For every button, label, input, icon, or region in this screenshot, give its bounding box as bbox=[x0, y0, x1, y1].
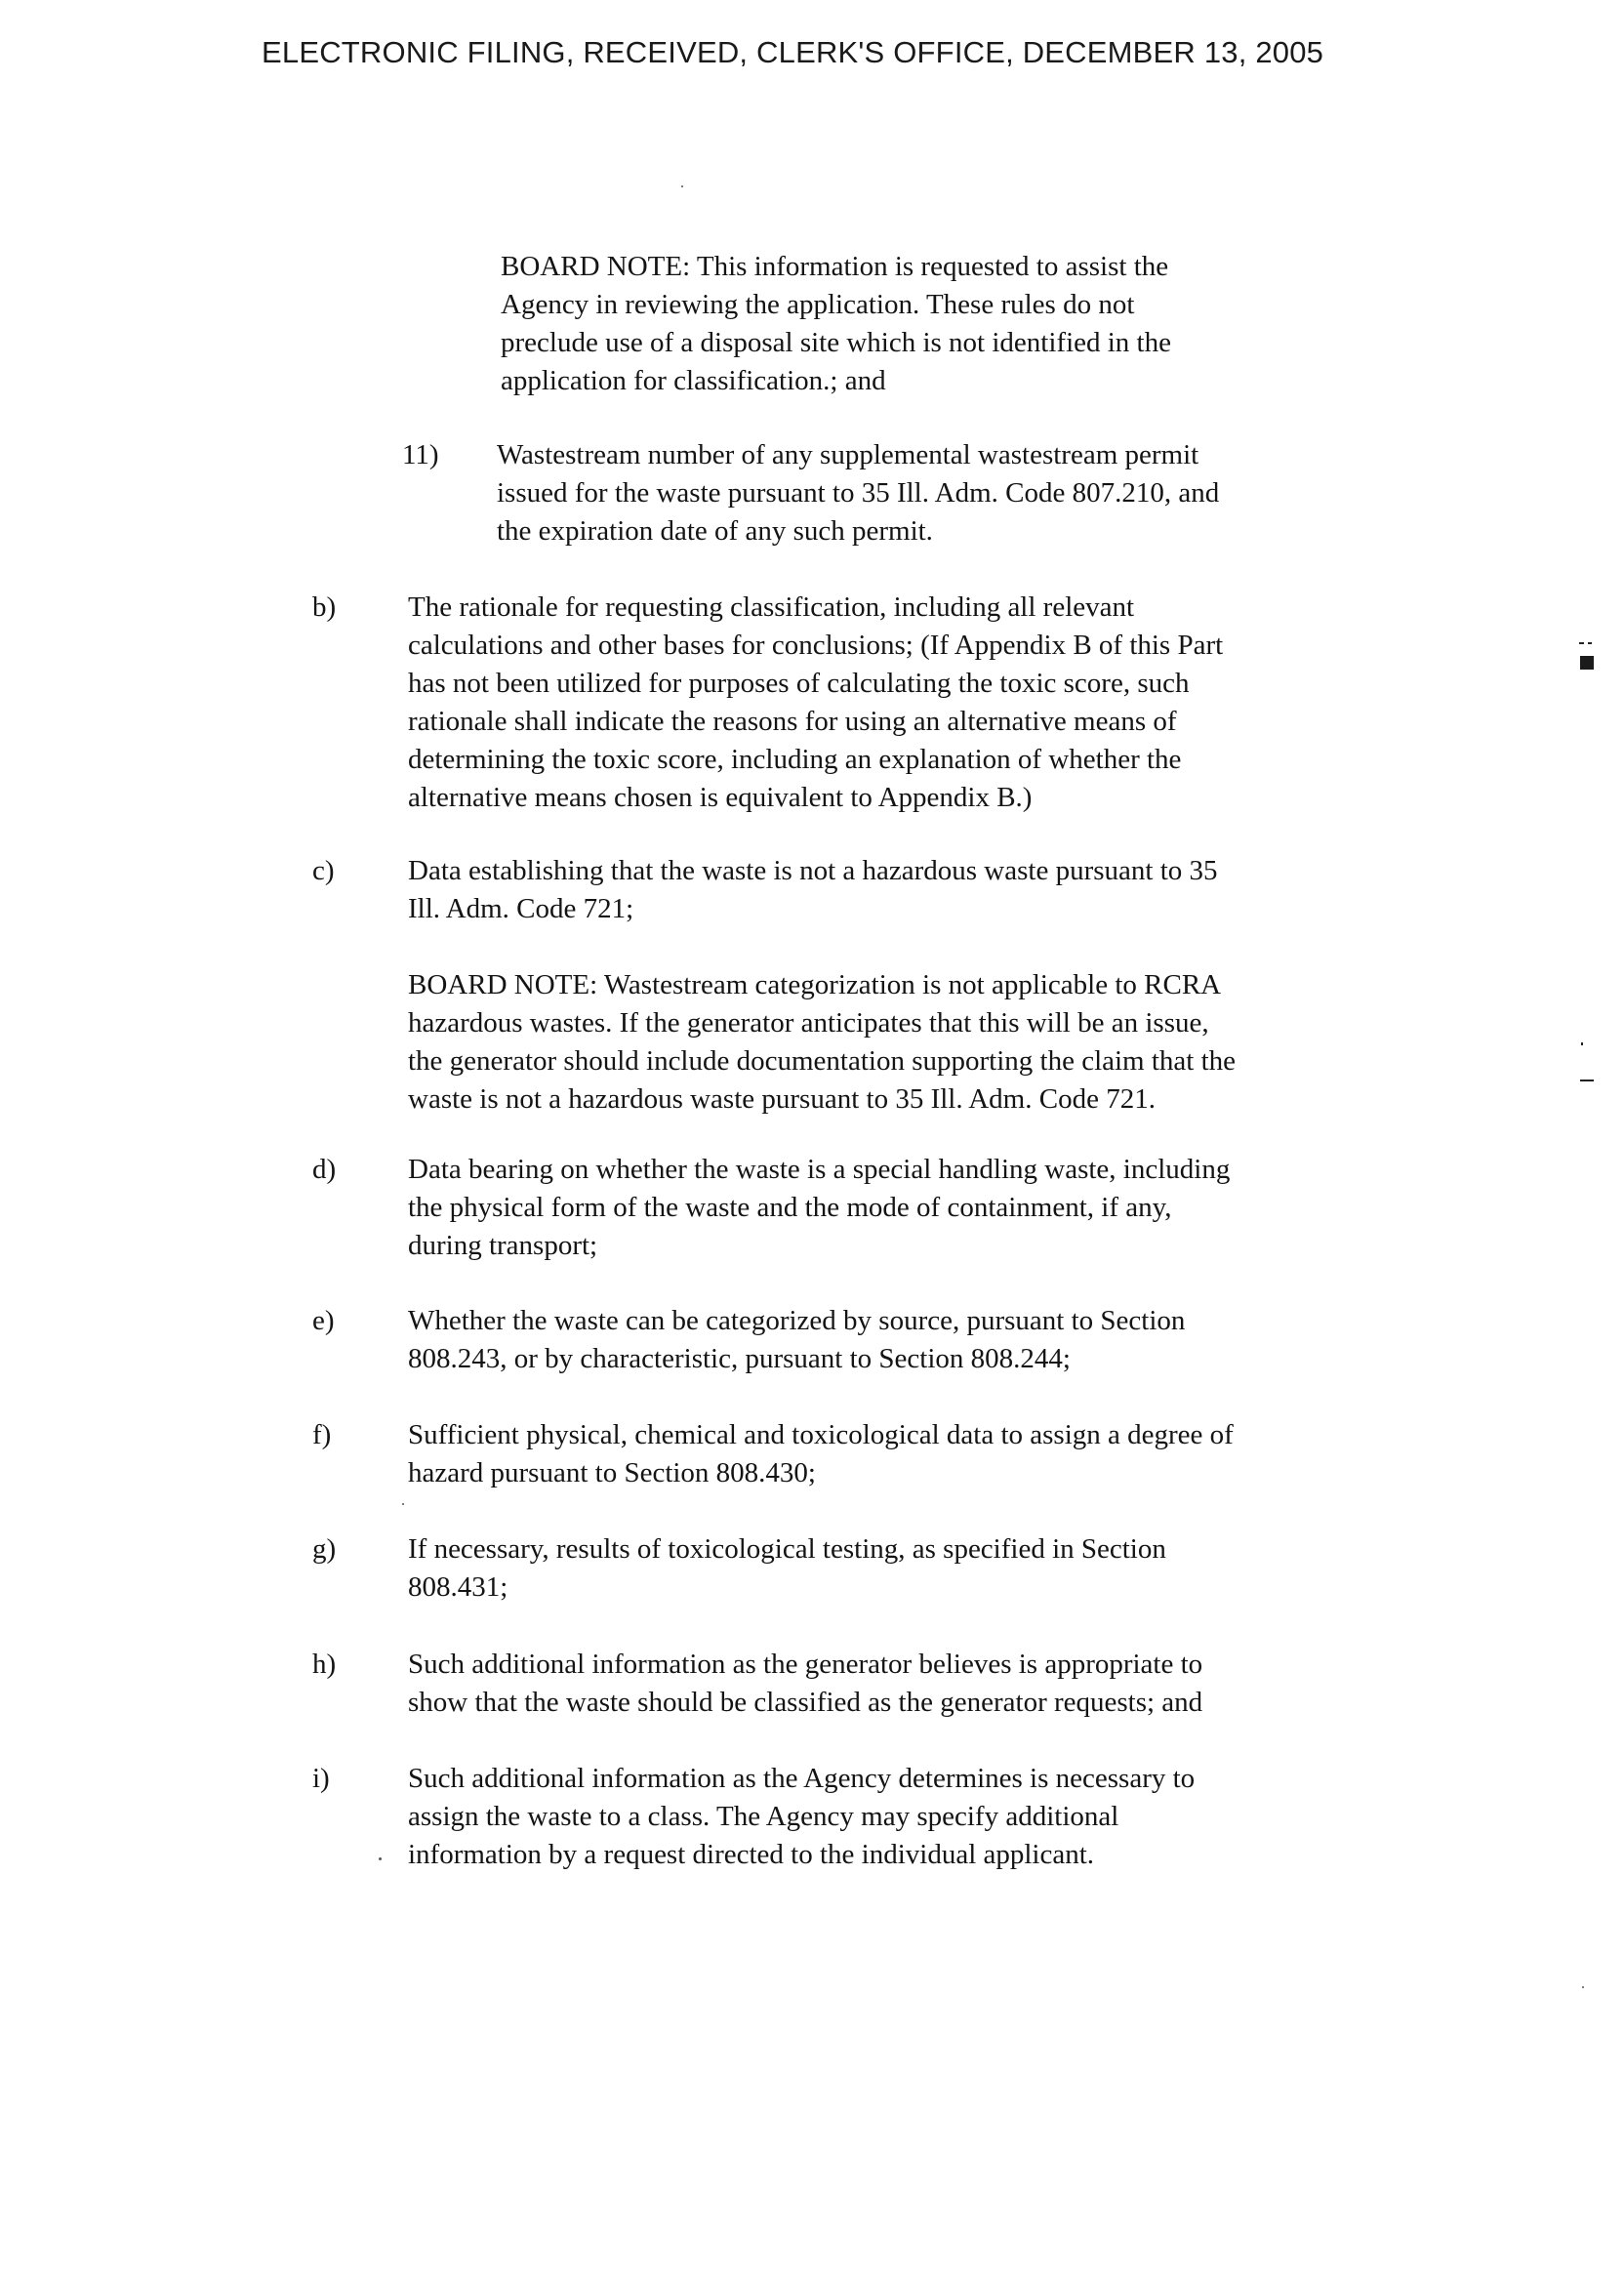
item-text bbox=[408, 1530, 1345, 1607]
scan-speck bbox=[681, 185, 683, 187]
board-note-c bbox=[408, 966, 1345, 1119]
item-text bbox=[408, 1302, 1345, 1378]
item-label: h) bbox=[312, 1649, 337, 1680]
item-text bbox=[408, 1760, 1345, 1874]
item-line: Whether the waste can be categorized by source, pursuant to Section bbox=[408, 1305, 1186, 1336]
board-note-line: Agency in reviewing the application. These rules do not bbox=[501, 289, 1135, 320]
item-line: Sufficient physical, chemical and toxicological data to assign a degree of bbox=[408, 1419, 1234, 1450]
item-line: Such additional information as the generator believes is appropriate to bbox=[408, 1649, 1203, 1680]
item-line: Such additional information as the Agency determines is necessary to bbox=[408, 1763, 1196, 1794]
item-label: d) bbox=[312, 1154, 337, 1185]
item-line: rationale shall indicate the reasons for using an alternative means of bbox=[408, 706, 1177, 737]
board-note-line: application for classification.; and bbox=[501, 365, 886, 396]
item-text bbox=[497, 436, 1336, 550]
item-line: Wastestream number of any supplemental wastestream permit bbox=[497, 439, 1199, 470]
item-label: f) bbox=[312, 1419, 332, 1450]
scan-mark bbox=[1579, 642, 1584, 644]
item-line: alternative means chosen is equivalent to Appendix B.) bbox=[408, 782, 1033, 813]
item-line: assign the waste to a class. The Agency may specify additional bbox=[408, 1801, 1119, 1832]
scan-speck bbox=[1582, 1986, 1584, 1988]
item-line: the physical form of the waste and the mode of containment, if any, bbox=[408, 1192, 1172, 1223]
item-line: Ill. Adm. Code 721; bbox=[408, 893, 634, 924]
scan-speck bbox=[379, 1857, 382, 1860]
item-text bbox=[408, 1151, 1345, 1265]
board-note-line: BOARD NOTE: This information is requested to assist the bbox=[501, 251, 1169, 282]
item-line: The rationale for requesting classification, including all relevant bbox=[408, 591, 1135, 623]
item-line: show that the waste should be classified as the generator requests; and bbox=[408, 1687, 1203, 1718]
board-note-line: the generator should include documentation supporting the claim that the bbox=[408, 1045, 1237, 1077]
item-line: hazard pursuant to Section 808.430; bbox=[408, 1457, 816, 1488]
item-label: e) bbox=[312, 1305, 335, 1336]
item-label: c) bbox=[312, 855, 335, 886]
item-line: 808.431; bbox=[408, 1571, 508, 1603]
item-text bbox=[408, 852, 1345, 928]
item-label: b) bbox=[312, 591, 337, 623]
item-line: Data bearing on whether the waste is a special handling waste, including bbox=[408, 1154, 1231, 1185]
item-line: has not been utilized for purposes of calculating the toxic score, such bbox=[408, 668, 1190, 699]
item-line: If necessary, results of toxicological testing, as specified in Section bbox=[408, 1533, 1166, 1565]
item-line: information by a request directed to the individual applicant. bbox=[408, 1839, 1095, 1870]
scan-mark bbox=[1588, 642, 1592, 644]
item-line: calculations and other bases for conclusions; (If Appendix B of this Part bbox=[408, 630, 1224, 661]
item-line: Data establishing that the waste is not a hazardous waste pursuant to 35 bbox=[408, 855, 1218, 886]
board-note-line: waste is not a hazardous waste pursuant to 35 Ill. Adm. Code 721. bbox=[408, 1083, 1156, 1115]
board-note-line: BOARD NOTE: Wastestream categorization is not applicable to RCRA bbox=[408, 969, 1222, 1000]
board-note-line: hazardous wastes. If the generator anticipates that this will be an issue, bbox=[408, 1007, 1209, 1039]
scan-mark bbox=[1580, 1080, 1594, 1081]
item-label: g) bbox=[312, 1533, 337, 1565]
item-label: i) bbox=[312, 1763, 330, 1794]
item-line: determining the toxic score, including an explanation of whether the bbox=[408, 744, 1182, 775]
board-note-top bbox=[501, 248, 1320, 400]
board-note-line: preclude use of a disposal site which is not identified in the bbox=[501, 327, 1171, 358]
scan-mark bbox=[1580, 656, 1594, 670]
scan-speck bbox=[402, 1503, 404, 1505]
item-line: the expiration date of any such permit. bbox=[497, 515, 933, 547]
filing-stamp: ELECTRONIC FILING, RECEIVED, CLERK'S OFFICE, DECEMBER 13, 2005 bbox=[262, 35, 1324, 69]
item-text bbox=[408, 1646, 1345, 1722]
item-line: issued for the waste pursuant to 35 Ill. Adm. Code 807.210, and bbox=[497, 477, 1220, 509]
item-text bbox=[408, 1416, 1345, 1492]
item-text bbox=[408, 589, 1345, 817]
item-line: during transport; bbox=[408, 1230, 598, 1261]
scan-mark bbox=[1581, 1042, 1583, 1045]
item-label: 11) bbox=[402, 439, 439, 470]
item-line: 808.243, or by characteristic, pursuant to Section 808.244; bbox=[408, 1343, 1071, 1374]
